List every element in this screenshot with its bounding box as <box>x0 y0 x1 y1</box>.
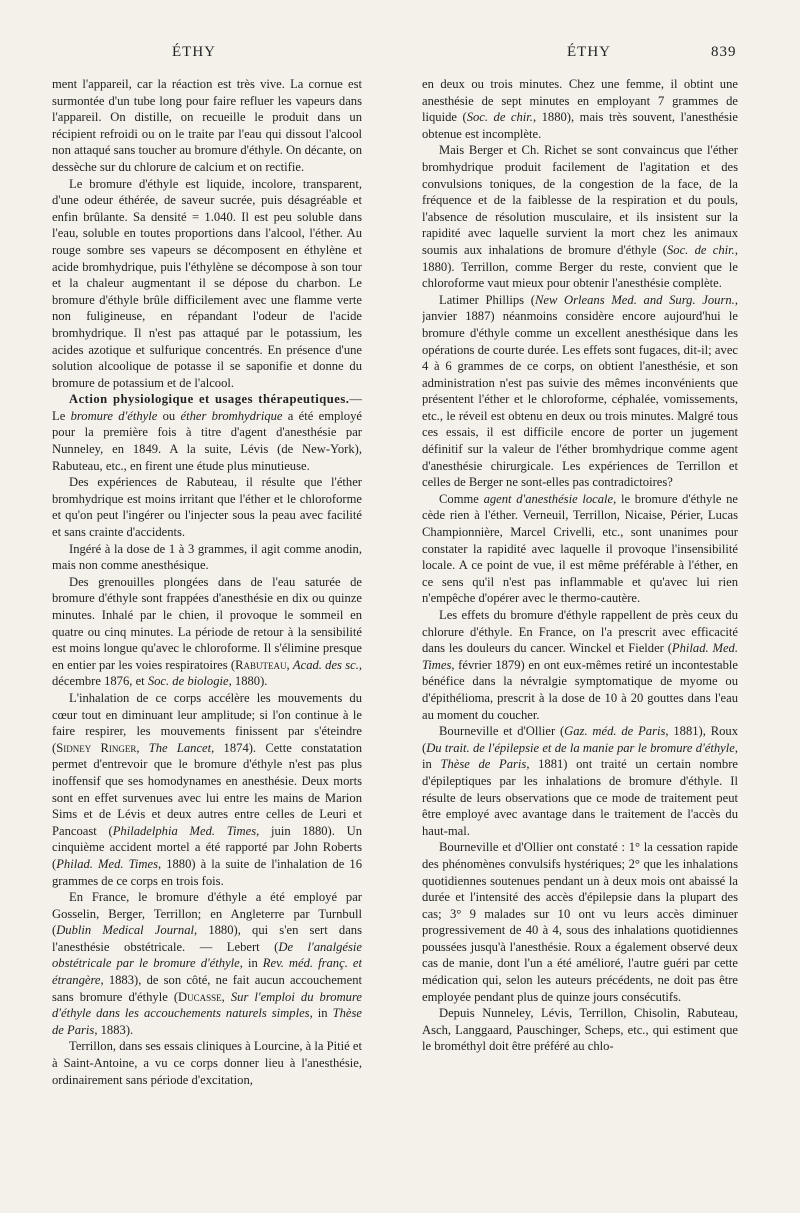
paragraph-effects-cancer: Les effets du bromure d'éthyle rappellent de près ceux du chlorure d'éthyle. En France, on l'a prescrit avec efficacité dans les douleurs du cancer. Winckel et Fielder (Philad. Med. Times, février 1879) en ont eux-mêmes retiré un incontestable bénéfice dans la névralgie symptomatique de myome ou d'épithélioma, prescrit à la dose de 10 à 20 gouttes dans l'eau au moment du coucher. <box>422 608 738 722</box>
paragraph-frogs: Des grenouilles plongées dans de l'eau saturée de bromure d'éthyle sont frappées d'anesthésie en dix ou quinze minutes. Inhalé par le chien, il provoque le sommeil en quatre ou cinq minutes. La période de retour à la sensibilité est moins longue qu'avec le chloroforme. Il s'élimine presque en entier par les voies respiratoires (Rabuteau, Acad. des sc., décembre 1876, et Soc. de biologie, 1880). <box>52 574 362 689</box>
paragraph-berger-richet: Mais Berger et Ch. Richet se sont convaincus que l'éther bromhydrique produit facilement de l'agitation et des convulsions toniques, de la congestion de la face, de la fréquence et de la faiblesse de la respiration et du pouls, l'absence de résolution musculaire, et ils insistent sur la rapidité avec laquelle survient la mort chez les animaux soumis aux inhalations de bromure d'éthyle (Soc. de chir., 1880). Terrillon, comme Berger du reste, convient que le chloroforme vaut mieux pour obtenir l'anesthésie complète. <box>422 143 738 291</box>
left-column <box>52 76 362 1201</box>
paragraph-nunneley-list: Depuis Nunneley, Lévis, Terrillon, Chisolin, Rabuteau, Asch, Langgaard, Pauschinger, Scheps, etc., qui estiment que le brométhyl doit être préféré au chlo- <box>422 1006 738 1054</box>
paragraph-continuation: en deux ou trois minutes. Chez une femme, il obtint une anesthésie de sept minutes en employant 7 grammes de liquide (Soc. de chir., 1880), mais très souvent, l'anesthésie obtenue est incomplète. <box>422 77 738 141</box>
running-header <box>0 44 800 68</box>
left-running-title: ÉTHY <box>172 44 216 60</box>
paragraph-inhalation-heart: L'inhalation de ce corps accélère les mouvements du cœur tout en diminuant leur amplitude; si l'on continue à le faire respirer, les mouvements finissent par s'éteindre (Sidney Ringer, The Lancet, 1874). Cette constatation permet d'entrevoir que le bromure d'éthyle n'est pas plus inoffensif que ses homodynames en anesthésie. Deux morts sont en effet survenues avec lui entre les mains de Marion Sims et de Lévis et deux autres entre celles de Leuri et Pancoast (Philadelphia Med. Times, juin 1880). Un cinquième accident mortel a été rapporté par John Roberts (Philad. Med. Times, 1880) à la suite de l'inhalation de 16 grammes de ce corps en trois fois. <box>52 690 362 888</box>
right-column <box>422 76 738 1201</box>
paragraph-bourneville-results: Bourneville et d'Ollier ont constaté : 1° la cessation rapide des phénomènes convulsifs hystériques; 2° que les inhalations quotidiennes soutenues pendant un à deux mois ont abaissé la durée et l'intensité des accès d'épilepsie dans la plupart des cas; 3° 9 malades sur 10 ont vu leurs accès diminuer progressivement de 40 à 4, sous des inhalations quotidiennes poussées jusqu'à l'anesthésie. Roux a également observé deux cas de manie, dont l'un a été amélioré, l'autre guéri par cette médication qui, selon les auteurs précédents, ne doit pas être employée pendant plus de quinze jours consécutifs. <box>422 840 738 1004</box>
paragraph-action-physiologique: Action physiologique et usages thérapeutiques.— Le bromure d'éthyle ou éther bromhydrique a été employé pour la première fois à titre d'agent d'anesthésie par Nunneley, en 1849. A la suite, Lévis (de New-York), Rabuteau, etc., en firent une étude plus minutieuse. <box>52 392 362 473</box>
page-number: 839 <box>711 44 737 60</box>
paragraph-physical-properties: Le bromure d'éthyle est liquide, incolore, transparent, d'une odeur éthérée, de saveur sucrée, puis désagréable et enfin brûlante. Sa densité = 1.040. Il est peu soluble dans l'eau, soluble en toutes proportions dans l'alcool, l'éther. Au rouge sombre ses vapeurs se décomposent en éthylène et acide bromhydrique, puis l'éthylène se décompose à son tour et la chaleur augmentant il se dépose du charbon. Le bromure d'éthyle brûle difficilement avec une flamme verte non fuligineuse, en répandant l'odeur de l'acide bromhydrique. Il n'est pas attaqué par le potassium, les acides azotique et sulfurique concentrés. En présence d'une solution alcoolique de potasse il se saponifie et donne du bromure de potassium et de l'alcool. <box>52 176 362 390</box>
paragraph-latimer-phillips: Latimer Phillips (New Orleans Med. and Surg. Journ., janvier 1887) néanmoins considère encore aujourd'hui le bromure d'éthyle comme un excellent anesthésique dans les opérations de courte durée. Les effets sont fugaces, dit-il; avec 4 à 6 grammes de ce corps, on obtient l'anesthésie, et son administration n'est pas suivie des mêmes inconvénients que présentent l'éther et le chloroforme, céphalée, vomissements, etc., le réveil est obtenu en deux ou trois minutes. Malgré tous ces essais, il est difficile encore de porter un jugement définitif sur la valeur de l'éther bromhydrique comme agent d'anesthésie chirurgicale. Les expériences de Terrillon et celles de Berger ne sont-elles pas contradictoires? <box>422 292 738 490</box>
paragraph-terrillon: Terrillon, dans ses essais cliniques à Lourcine, à la Pitié et à Saint-Antoine, a vu ce corps donner lieu à l'anesthésie, ordinairement sans période d'excitation, <box>52 1039 362 1087</box>
paragraph-ingestion-dose: Ingéré à la dose de 1 à 3 grammes, il agit comme anodin, mais non comme anesthésique. <box>52 541 362 573</box>
paragraph-local-anesthesia: Comme agent d'anesthésie locale, le bromure d'éthyle ne cède rien à l'éther. Verneuil, Terrillon, Nicaise, Périer, Lucas Championnière, Marcel Crivelli, etc., sont unanimes pour constater la rapidité avec laquelle il provoque l'insensibilité locale. A ce point de vue, il est même préférable à l'éther, en ce sens qu'il n'est pas inflammable et qu'avec lui rien n'empêche d'opérer avec le thermo-cautère. <box>422 491 738 606</box>
paragraph-epilepsy: Bourneville et d'Ollier (Gaz. méd. de Paris, 1881), Roux (Du trait. de l'épilepsie et de la manie par le bromure d'éthyle, in Thèse de Paris, 1881) ont traité un certain nombre d'épileptiques par les inhalations de bromure d'éthyle. Il résulte de leurs observations que ce mode de traitement peut être employé avec avantage dans le traitement de l'accès du haut-mal. <box>422 724 738 838</box>
paragraph-continuation: ment l'appareil, car la réaction est très vive. La cornue est surmontée d'un tube long pour faire refluer les vapeurs dans l'appareil. On distille, on recueille le produit dans un récipient refroidi ou on le traite par l'eau qui dissout l'alcool non attaqué sans toucher au bromure d'éthyle. On décante, on dessèche sur du chlorure de calcium et on rectifie. <box>52 77 362 174</box>
right-running-title: ÉTHY <box>567 44 611 60</box>
section-heading: Action physiologique et usages thérapeutiques. <box>69 392 350 407</box>
paragraph-rabuteau-experiments: Des expériences de Rabuteau, il résulte que l'éther bromhydrique est moins irritant que l'éther et le chloroforme et qu'on peut l'ingérer ou l'injecter sous la peau avec facilité et sans crainte d'accidents. <box>52 475 362 540</box>
paragraph-france-usage: En France, le bromure d'éthyle a été employé par Gosselin, Berger, Terrillon; en Angleterre par Turnbull (Dublin Medical Journal, 1880), qui s'en sert dans l'anesthésie obstétricale. — Lebert (De l'analgésie obstétricale par le bromure d'éthyle, in Rev. méd. franç. et étrangère, 1883), de son côté, ne fait aucun accouchement sans bromure d'éthyle (Ducasse, Sur l'emploi du bromure d'éthyle dans les accouchements naturels simples, in Thèse de Paris, 1883). <box>52 890 362 1037</box>
